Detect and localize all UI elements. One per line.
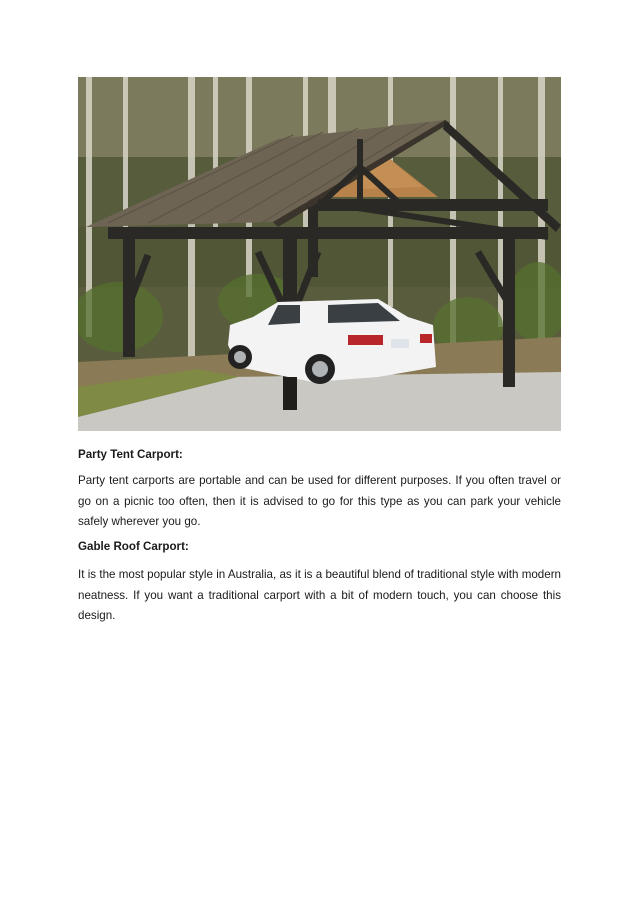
section-body-gable-roof: It is the most popular style in Australia, as it is a beautiful blend of traditional style with modern neatness. If you want a traditional carport with a bit of modern touch, you can choose this design. [78, 568, 561, 622]
carport-illustration [78, 77, 561, 431]
section-body-party-tent: Party tent carports are portable and can be used for different purposes. If you often travel or go on a picnic too often, then it is advised to go for this type as you can park your vehicle safely wherever you go. [78, 474, 561, 528]
section-heading-gable-roof: Gable Roof Carport: [78, 540, 189, 553]
carport-photo [78, 77, 561, 431]
section-heading-party-tent: Party Tent Carport: [78, 448, 183, 461]
